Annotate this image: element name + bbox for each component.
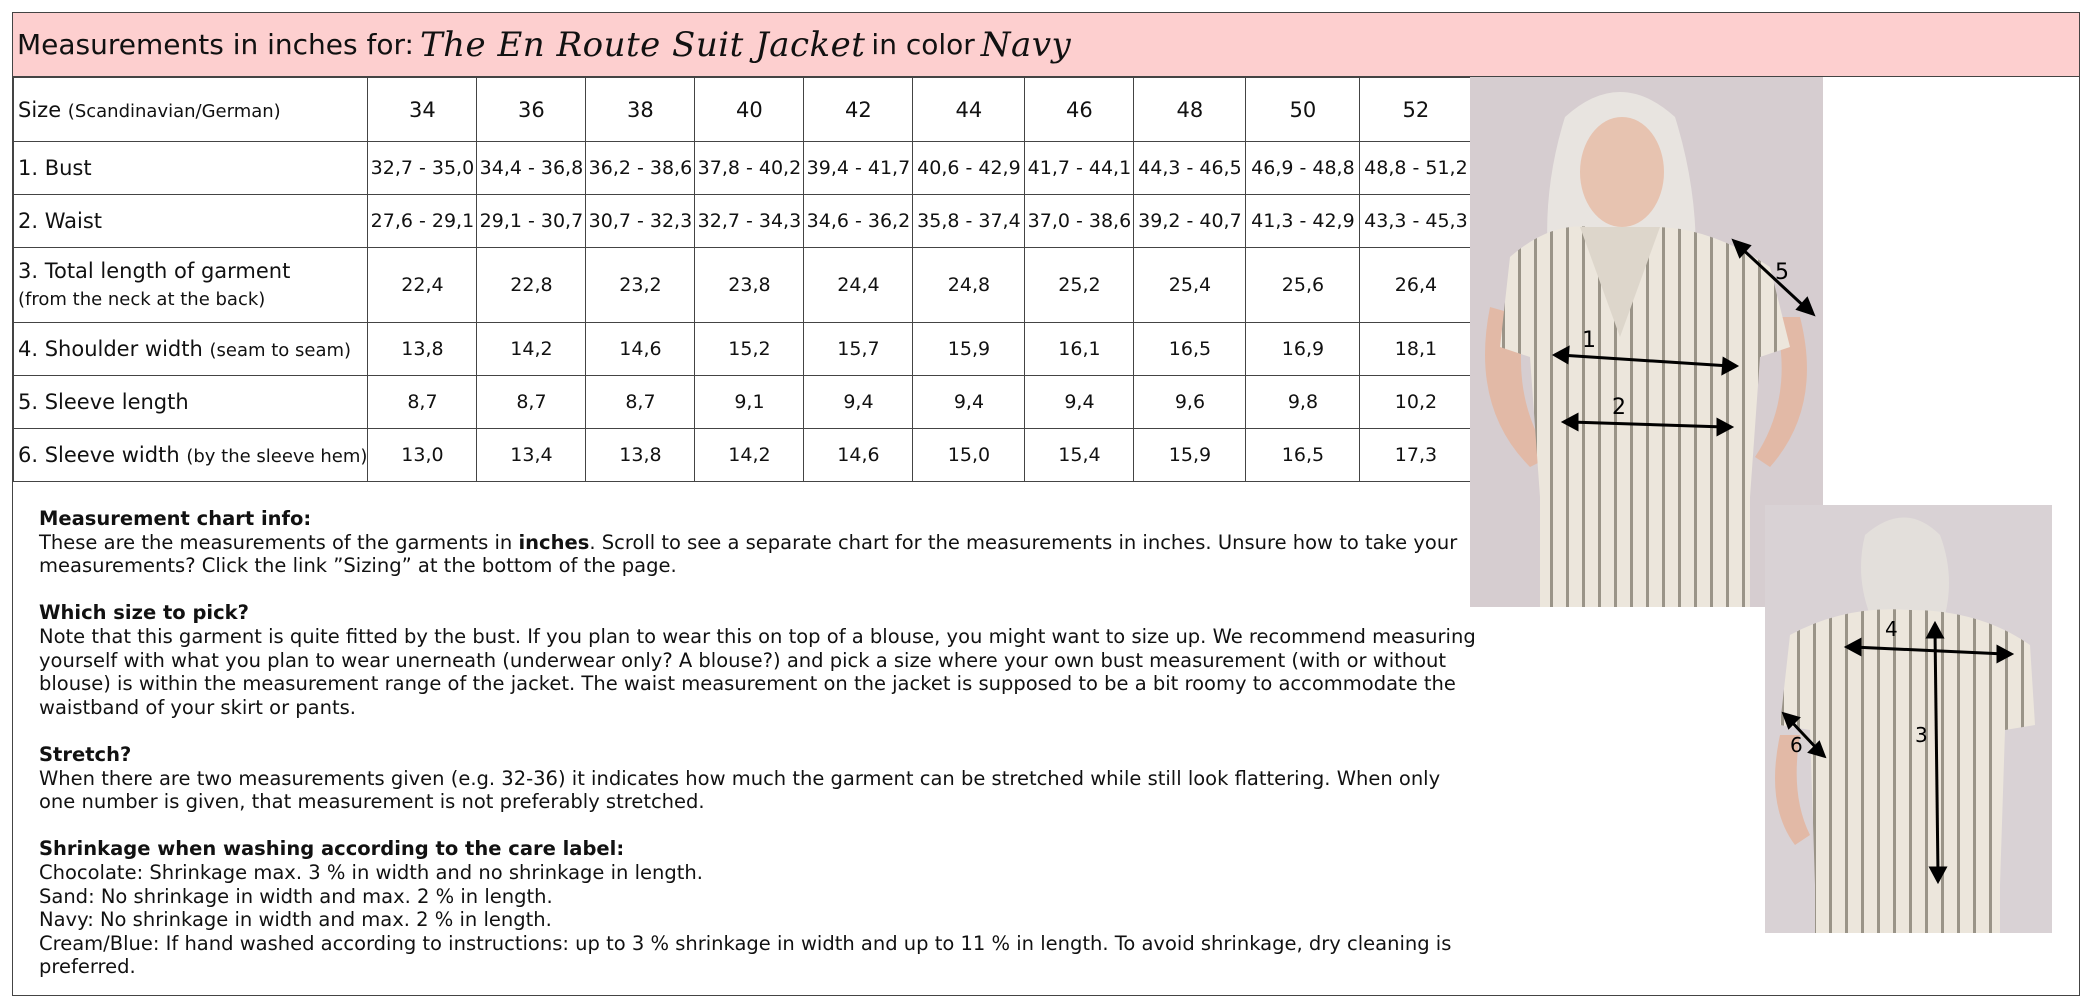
measurement-cell: 9,4 bbox=[913, 376, 1025, 429]
title-middle: in color bbox=[871, 28, 975, 61]
measurement-cell: 25,2 bbox=[1025, 248, 1134, 323]
measurement-cell: 32,7 - 35,0 bbox=[368, 142, 477, 195]
measurement-label: 1. Bust bbox=[14, 142, 368, 195]
measurement-cell: 18,1 bbox=[1360, 323, 1472, 376]
chart-info-text bbox=[39, 507, 1479, 1002]
which-size-paragraph: Note that this garment is quite fitted by the bust. If you plan to wear this on top of a blouse, you might want to size up. We recommend measuring yourself with what you plan to wear unerneath (underwear only? A blouse?) and pick a size where your own bust measurement (with or without blouse) is within the measurement range of the jacket. The waist measurement on the jacket is supposed to be a bit roomy to accommodate the waistband of your skirt or pants. bbox=[39, 624, 1476, 719]
measurement-cell: 24,8 bbox=[913, 248, 1025, 323]
back-label-3: 3 bbox=[1915, 723, 1928, 747]
size-header-cell: 40 bbox=[695, 78, 804, 142]
measurement-cell: 8,7 bbox=[477, 376, 586, 429]
measurement-row bbox=[14, 248, 1472, 323]
size-header-cell: 50 bbox=[1246, 78, 1360, 142]
heading-chart-info: Measurement chart info: bbox=[39, 507, 312, 530]
measurement-row bbox=[14, 195, 1472, 248]
measurement-cell: 15,2 bbox=[695, 323, 804, 376]
chart-info-paragraph: These are the measurements of the garments in inches. Scroll to see a separate chart for the measurements in inches. Unsure how to take your measurements? Click the link ”Sizing” at the bottom of the page. bbox=[39, 530, 1458, 578]
back-photo bbox=[1765, 505, 2052, 933]
measurement-cell: 15,7 bbox=[804, 323, 913, 376]
size-header-cell: 38 bbox=[586, 78, 695, 142]
measurement-cell: 10,2 bbox=[1360, 376, 1472, 429]
measurement-cell: 22,8 bbox=[477, 248, 586, 323]
inches-emphasis: inches bbox=[518, 530, 590, 554]
front-label-5: 5 bbox=[1775, 260, 1789, 285]
measurement-label: 2. Waist bbox=[14, 195, 368, 248]
measurement-cell: 14,2 bbox=[477, 323, 586, 376]
section-stretch bbox=[39, 743, 1479, 814]
size-header-cell: 48 bbox=[1134, 78, 1246, 142]
measurement-cell: 39,4 - 41,7 bbox=[804, 142, 913, 195]
measurement-cell: 9,4 bbox=[1025, 376, 1134, 429]
shrinkage-navy: Navy: No shrinkage in width and max. 2 % in length. bbox=[39, 908, 552, 932]
size-table bbox=[13, 77, 1472, 482]
measurement-cell: 29,1 - 30,7 bbox=[477, 195, 586, 248]
measurement-cell: 44,3 - 46,5 bbox=[1134, 142, 1246, 195]
section-which-size bbox=[39, 601, 1479, 719]
shrinkage-chocolate: Chocolate: Shrinkage max. 3 % in width and no shrinkage in length. bbox=[39, 860, 703, 884]
measurement-cell: 24,4 bbox=[804, 248, 913, 323]
measurement-cell: 48,8 - 51,2 bbox=[1360, 142, 1472, 195]
front-label-1: 1 bbox=[1582, 328, 1596, 353]
measurement-cell: 34,4 - 36,8 bbox=[477, 142, 586, 195]
measurement-cell: 13,8 bbox=[586, 429, 695, 482]
measurement-cell: 13,8 bbox=[368, 323, 477, 376]
measurement-cell: 35,8 - 37,4 bbox=[913, 195, 1025, 248]
section-shrinkage bbox=[39, 837, 1479, 979]
measurement-cell: 16,1 bbox=[1025, 323, 1134, 376]
product-name: The En Route Suit Jacket bbox=[419, 24, 866, 65]
measurement-cell: 40,6 - 42,9 bbox=[913, 142, 1025, 195]
measurement-cell: 23,8 bbox=[695, 248, 804, 323]
measurement-cell: 17,3 bbox=[1360, 429, 1472, 482]
measurement-row bbox=[14, 142, 1472, 195]
measurement-cell: 32,7 - 34,3 bbox=[695, 195, 804, 248]
stretch-paragraph: When there are two measurements given (e.g. 32-36) it indicates how much the garment can be stretched while still look flattering. When only one number is given, that measurement is not preferably stretched. bbox=[39, 766, 1441, 814]
back-label-4: 4 bbox=[1885, 617, 1898, 641]
measurement-cell: 9,8 bbox=[1246, 376, 1360, 429]
measurement-cell: 14,6 bbox=[586, 323, 695, 376]
shrinkage-sand: Sand: No shrinkage in width and max. 2 % in length. bbox=[39, 884, 553, 908]
measurement-cell: 43,3 - 45,3 bbox=[1360, 195, 1472, 248]
measurement-cell: 15,9 bbox=[913, 323, 1025, 376]
measurement-cell: 9,1 bbox=[695, 376, 804, 429]
measurement-cell: 34,6 - 36,2 bbox=[804, 195, 913, 248]
measurement-cell: 9,4 bbox=[804, 376, 913, 429]
measurement-cell: 22,4 bbox=[368, 248, 477, 323]
measurement-cell: 13,0 bbox=[368, 429, 477, 482]
measurement-row bbox=[14, 323, 1472, 376]
measurement-cell: 16,5 bbox=[1246, 429, 1360, 482]
measurement-cell: 9,6 bbox=[1134, 376, 1246, 429]
heading-stretch: Stretch? bbox=[39, 742, 132, 766]
measurement-cell: 41,3 - 42,9 bbox=[1246, 195, 1360, 248]
color-name: Navy bbox=[980, 24, 1072, 65]
measurement-cell: 23,2 bbox=[586, 248, 695, 323]
measurement-cell: 25,6 bbox=[1246, 248, 1360, 323]
size-header-row bbox=[14, 78, 1472, 142]
measurement-row bbox=[14, 376, 1472, 429]
shrinkage-cream-blue: Cream/Blue: If hand washed according to instructions: up to 3 % shrinkage in width and up to 11 % in length. To avoid shrinkage, dry cleaning is preferred. bbox=[39, 931, 1452, 979]
measurement-cell: 39,2 - 40,7 bbox=[1134, 195, 1246, 248]
measurement-label: 5. Sleeve length bbox=[14, 376, 368, 429]
section-chart-info bbox=[39, 507, 1479, 578]
chart-title bbox=[13, 13, 2079, 77]
measurement-cell: 15,4 bbox=[1025, 429, 1134, 482]
measurement-cell: 41,7 - 44,1 bbox=[1025, 142, 1134, 195]
measurement-cell: 13,4 bbox=[477, 429, 586, 482]
measurement-cell: 37,0 - 38,6 bbox=[1025, 195, 1134, 248]
measurement-cell: 36,2 - 38,6 bbox=[586, 142, 695, 195]
measurement-label: 6. Sleeve width (by the sleeve hem) bbox=[14, 429, 368, 482]
heading-which-size: Which size to pick? bbox=[39, 601, 249, 625]
size-header-cell: 44 bbox=[913, 78, 1025, 142]
measurement-cell: 16,9 bbox=[1246, 323, 1360, 376]
title-prefix: Measurements in inches for: bbox=[17, 28, 414, 61]
heading-shrinkage: Shrinkage when washing according to the care label: bbox=[39, 837, 625, 861]
measurement-cell: 15,0 bbox=[913, 429, 1025, 482]
measurement-cell: 8,7 bbox=[586, 376, 695, 429]
measurement-cell: 25,4 bbox=[1134, 248, 1246, 323]
size-header-label: Size (Scandinavian/German) bbox=[14, 78, 368, 142]
measurement-cell: 30,7 - 32,3 bbox=[586, 195, 695, 248]
measurement-cell: 26,4 bbox=[1360, 248, 1472, 323]
size-header-cell: 52 bbox=[1360, 78, 1472, 142]
measurement-label: 4. Shoulder width (seam to seam) bbox=[14, 323, 368, 376]
measurement-cell: 14,6 bbox=[804, 429, 913, 482]
size-header-cell: 42 bbox=[804, 78, 913, 142]
size-header-cell: 34 bbox=[368, 78, 477, 142]
measurement-label: 3. Total length of garment (from the neck at the back) bbox=[14, 248, 368, 323]
measurement-cell: 16,5 bbox=[1134, 323, 1246, 376]
back-label-6: 6 bbox=[1790, 733, 1803, 757]
measurement-cell: 27,6 - 29,1 bbox=[368, 195, 477, 248]
measurement-cell: 46,9 - 48,8 bbox=[1246, 142, 1360, 195]
measurement-cell: 37,8 - 40,2 bbox=[695, 142, 804, 195]
measurement-cell: 8,7 bbox=[368, 376, 477, 429]
front-label-2: 2 bbox=[1612, 395, 1626, 420]
size-header-cell: 36 bbox=[477, 78, 586, 142]
measurement-cell: 15,9 bbox=[1134, 429, 1246, 482]
measurement-row bbox=[14, 429, 1472, 482]
measurement-cell: 14,2 bbox=[695, 429, 804, 482]
size-header-cell: 46 bbox=[1025, 78, 1134, 142]
